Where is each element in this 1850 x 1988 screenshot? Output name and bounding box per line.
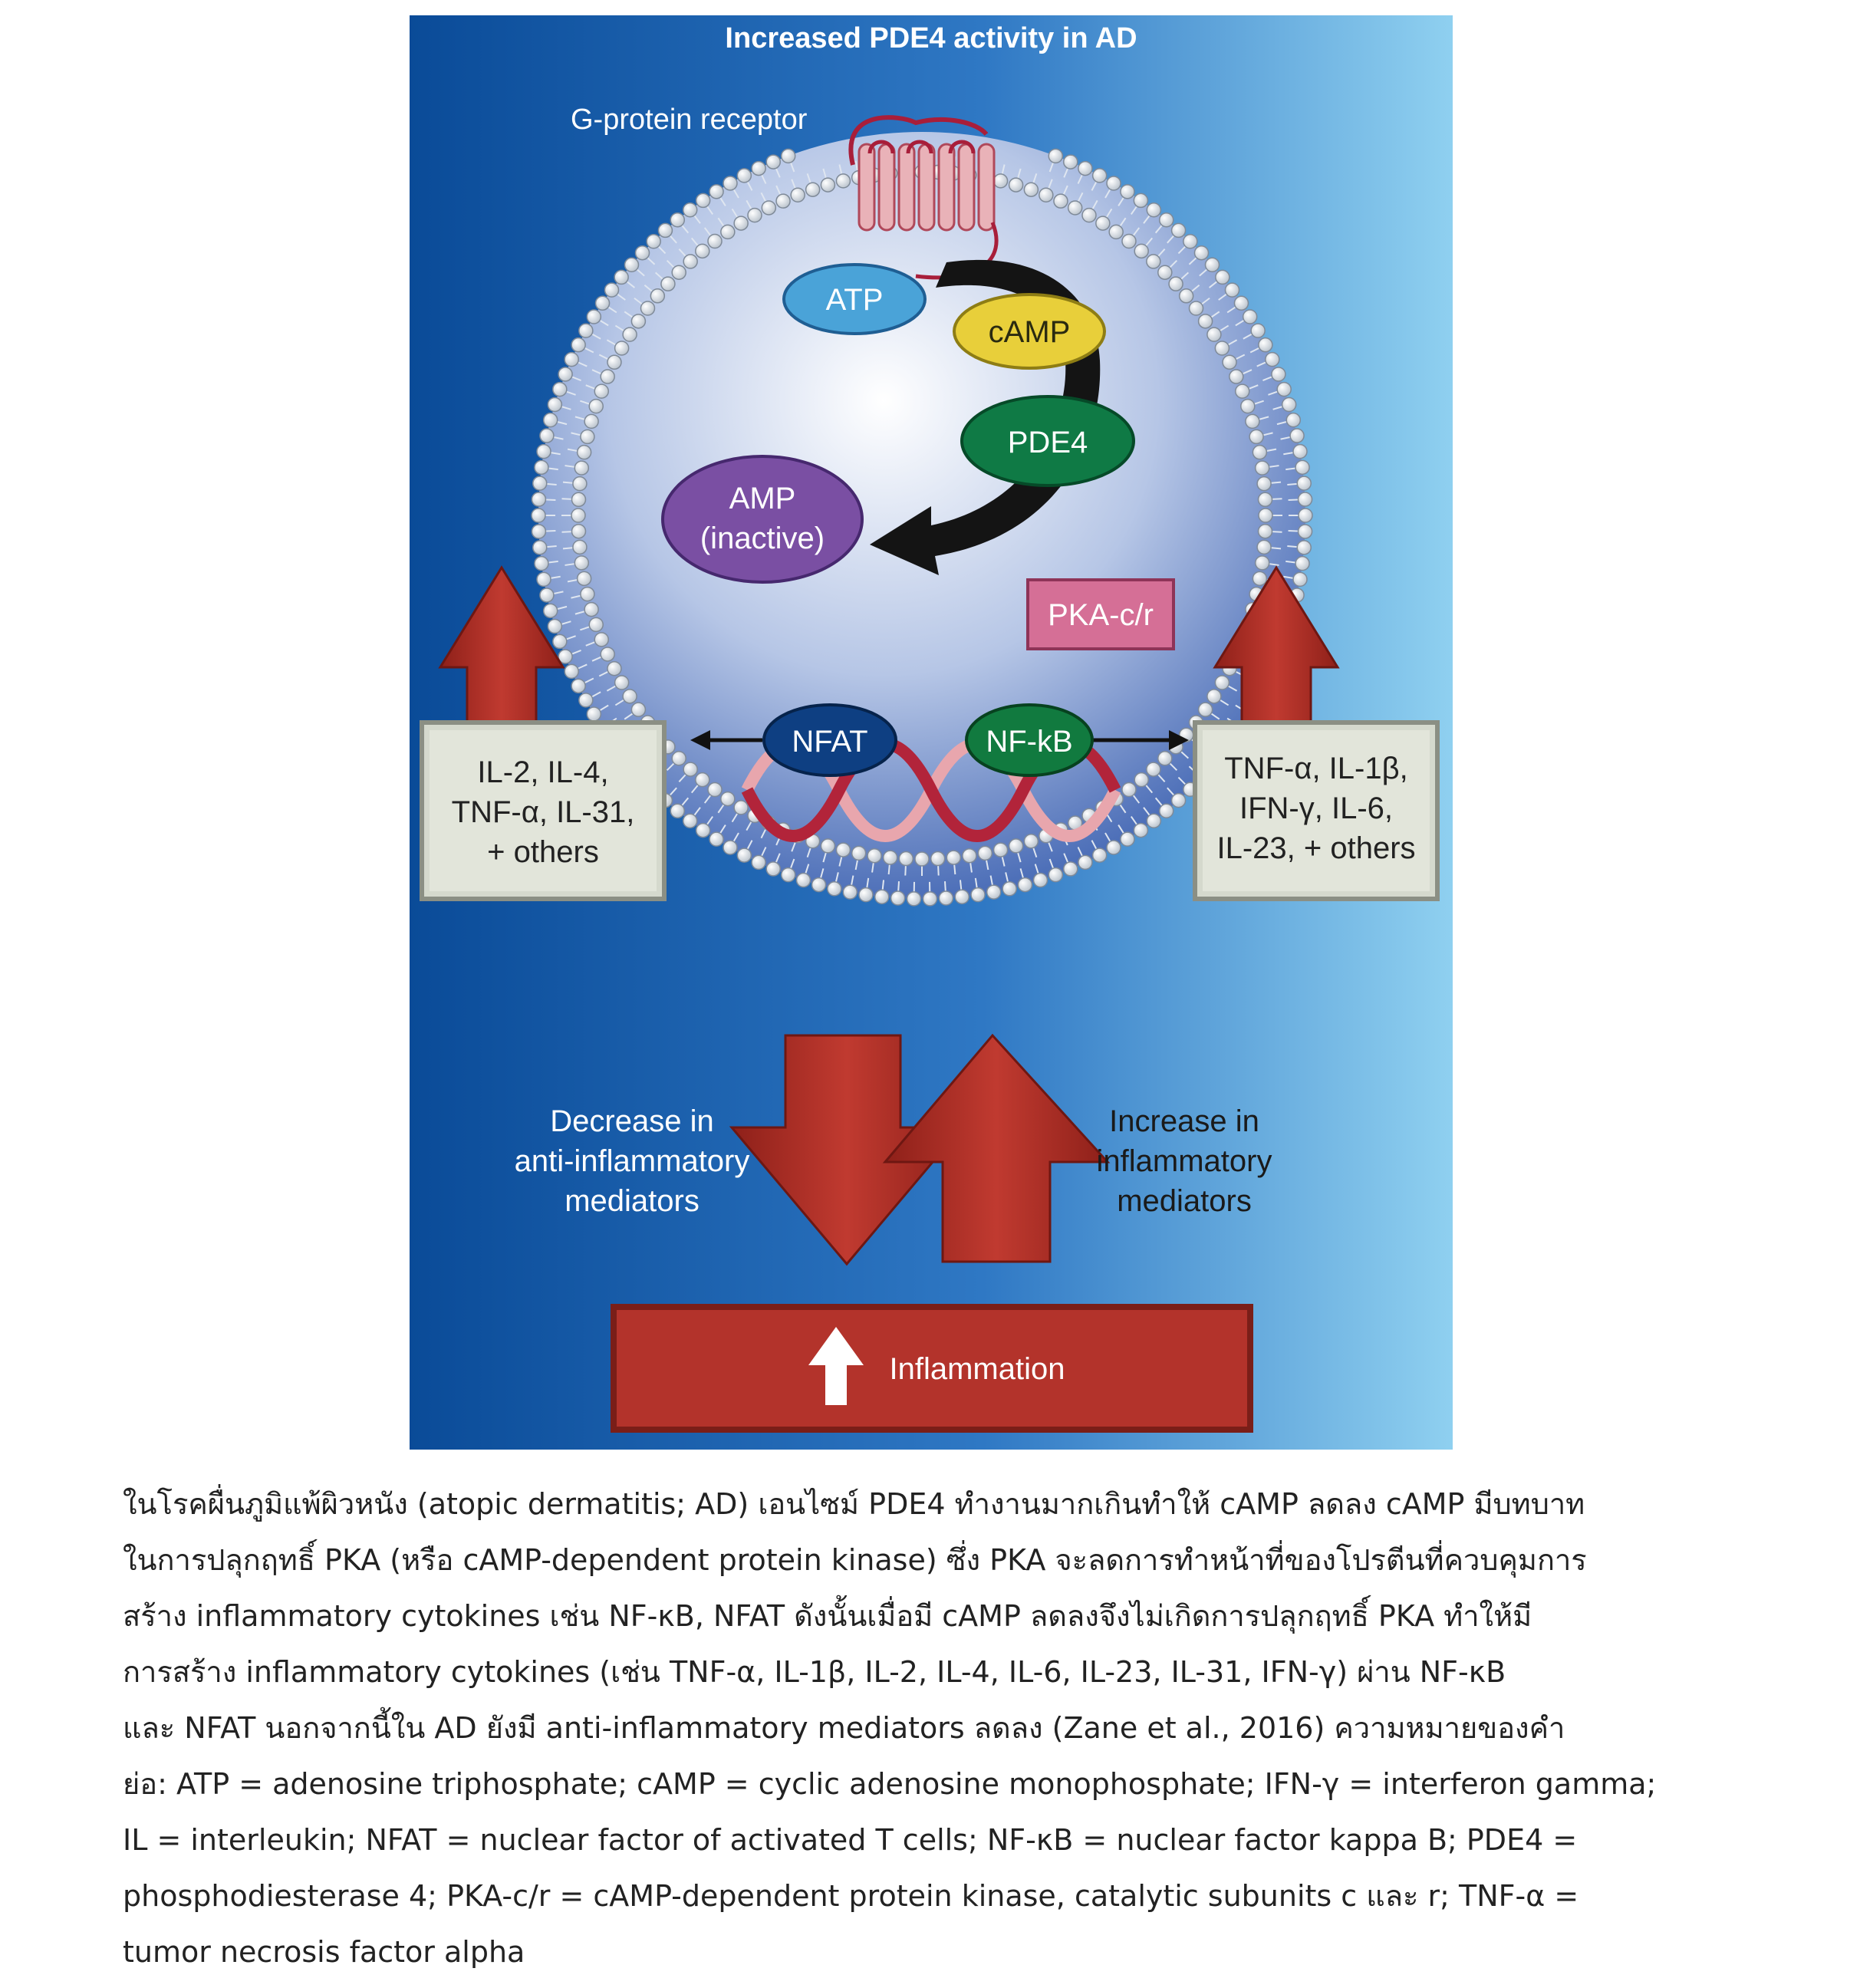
lipid-head [994, 843, 1008, 857]
lipid-head [752, 162, 765, 176]
lipid-head [1199, 703, 1213, 716]
lipid-head [737, 169, 751, 183]
pde4-label: PDE4 [1007, 426, 1088, 459]
lipid-head [589, 400, 603, 413]
lipid-head [1064, 155, 1078, 169]
lipid-head [581, 588, 594, 601]
lipid-head [1048, 868, 1062, 882]
lipid-head [1259, 492, 1272, 506]
lipid-head [535, 557, 548, 571]
lipid-head [939, 891, 953, 905]
lipid-head [821, 839, 834, 853]
lipid-head [587, 707, 601, 721]
lipid-head [670, 804, 684, 818]
decrease-text-line3: mediators [565, 1184, 700, 1218]
lipid-head [1082, 209, 1096, 222]
lipid-head [672, 265, 686, 279]
lipid-head [1293, 572, 1307, 586]
anti-inflammatory-cytokine-box [422, 722, 664, 899]
lipid-head [1172, 223, 1186, 237]
lipid-head [1048, 149, 1062, 163]
caption-line: ในการปลุกฤทธิ์ PKA (หรือ cAMP-dependent protein kinase) ซึ่ง PKA จะลดการทำหน้าที่ของโปรตีนที่ควบคุมการ [123, 1543, 1587, 1577]
lipid-head [1293, 445, 1307, 459]
lipid-head [1160, 804, 1174, 818]
lipid-head [573, 477, 587, 491]
lipid-head [532, 525, 545, 538]
lipid-head [579, 324, 593, 337]
lipid-head [1093, 169, 1107, 183]
lipid-head [1266, 353, 1279, 367]
lipid-head [578, 571, 591, 585]
lipid-head [734, 216, 748, 230]
lipid-head [581, 430, 594, 443]
right-box-line3: IL-23, + others [1216, 831, 1416, 865]
lipid-head [875, 890, 889, 903]
lipid-head [625, 258, 639, 272]
lipid-head [1183, 235, 1197, 248]
lipid-head [579, 693, 593, 707]
lipid-head [867, 849, 881, 863]
lipid-head [607, 355, 621, 369]
lipid-head [1169, 277, 1183, 291]
lipid-head [734, 801, 748, 815]
lipid-head [537, 445, 551, 459]
lipid-head [1234, 296, 1248, 310]
lipid-head [1253, 571, 1266, 585]
lipid-head [1251, 324, 1265, 337]
lipid-head [931, 852, 945, 866]
lipid-head [683, 814, 697, 828]
lipid-head [565, 664, 578, 678]
receptor-label: G-protein receptor [571, 104, 808, 136]
lipid-head [1226, 283, 1239, 297]
lipid-head [1039, 188, 1053, 202]
lipid-head [1107, 841, 1121, 854]
lipid-head [532, 492, 545, 506]
lipid-head [1246, 414, 1259, 428]
lipid-head [859, 888, 873, 902]
lipid-head [571, 492, 585, 506]
caption-line: ในโรคผื่นภูมิแพ้ผิวหนัง (atopic dermatitis; AD) เอนไซม์ PDE4 ทำงานมากเกินทำให้ cAMP ลดลง cAMP มีบทบาท [123, 1487, 1585, 1521]
lipid-head [631, 703, 645, 716]
lipid-head [1109, 225, 1123, 239]
lipid-head [709, 832, 723, 846]
lipid-head [1259, 525, 1272, 538]
caption-line: และ NFAT นอกจากนี้ใน AD ยังมี anti-inflammatory mediators ลดลง (Zane et al., 2016) ความหมายของคำ [123, 1711, 1565, 1745]
lipid-head [1215, 341, 1229, 355]
lipid-head [683, 762, 697, 776]
caption-line: ย่อ: ATP = adenosine triphosphate; cAMP = cyclic adenosine monophosphate; IFN-γ = interferon gamma; [123, 1767, 1657, 1801]
amp-label-line2: (inactive) [700, 522, 825, 555]
pde4-diagram [410, 15, 1453, 1450]
lipid-head [1259, 338, 1272, 352]
lipid-head [766, 155, 780, 169]
lipid-head [1297, 476, 1311, 490]
lipid-head [574, 461, 588, 475]
lipid-head [540, 429, 554, 443]
lipid-head [1223, 355, 1236, 369]
lipid-head [782, 868, 795, 882]
lipid-head [971, 888, 985, 902]
lipid-head [1172, 794, 1186, 808]
lipid-head [884, 851, 897, 864]
lipid-head [1121, 832, 1134, 846]
lipid-head [891, 891, 905, 905]
lipid-head [553, 634, 567, 648]
lipid-head [614, 270, 628, 284]
lipid-head [540, 588, 554, 602]
amp-label-line1: AMP [729, 482, 796, 515]
lipid-head [1299, 492, 1312, 506]
amp-node [663, 456, 862, 582]
lipid-head [1241, 400, 1255, 413]
caption-line: สร้าง inflammatory cytokines เช่น NF-κB, NFAT ดังนั้นเมื่อมี cAMP ลดลงจึงไม่เกิดการปลุกฤทธิ์ PKA ทำให้มี [123, 1599, 1532, 1633]
lipid-head [696, 824, 710, 838]
lipid-head [708, 783, 722, 797]
lipid-head [828, 882, 841, 896]
lipid-head [978, 846, 992, 860]
lipid-head [650, 289, 664, 303]
lipid-head [1256, 556, 1269, 570]
lipid-head [615, 676, 629, 690]
lipid-head [584, 603, 598, 617]
lipid-head [661, 277, 675, 291]
lipid-head [1078, 855, 1092, 869]
lipid-head [1147, 203, 1160, 217]
lipid-head [752, 855, 765, 869]
lipid-head [721, 225, 735, 239]
decrease-text-line2: anti-inflammatory [514, 1144, 750, 1178]
lipid-head [1024, 834, 1038, 848]
lipid-head [1253, 446, 1266, 459]
lipid-head [782, 149, 795, 163]
lipid-head [1093, 848, 1107, 862]
left-box-line3: + others [487, 835, 599, 869]
lipid-head [1207, 327, 1221, 341]
left-box-line2: TNF-α, IL-31, [451, 795, 635, 829]
lipid-head [594, 633, 608, 647]
lipid-head [533, 476, 547, 490]
lipid-head [1180, 289, 1193, 303]
lipid-head [636, 246, 650, 260]
lipid-head [1199, 314, 1213, 328]
lipid-head [670, 213, 684, 227]
lipid-head [1018, 878, 1032, 892]
lipid-head [1259, 509, 1272, 522]
right-box-line2: IFN-γ, IL-6, [1239, 792, 1394, 825]
lipid-head [571, 509, 585, 522]
lipid-head [571, 525, 585, 538]
lipid-head [1054, 194, 1068, 208]
lipid-head [1207, 690, 1221, 703]
lipid-head [1297, 541, 1311, 555]
lipid-head [647, 235, 660, 248]
lipid-head [709, 185, 723, 199]
lipid-head [604, 283, 618, 297]
lipid-head [589, 617, 603, 631]
lipid-head [615, 341, 629, 355]
lipid-head [1236, 384, 1249, 398]
lipid-head [748, 209, 762, 222]
lipid-head [955, 890, 969, 903]
lipid-head [558, 367, 572, 381]
lipid-head [640, 301, 654, 315]
lipid-head [658, 223, 672, 237]
lipid-head [553, 383, 567, 397]
lipid-head [723, 841, 737, 854]
caption-line: tumor necrosis factor alpha [123, 1935, 525, 1969]
lipid-head [1205, 258, 1219, 272]
lipid-head [796, 874, 810, 887]
lipid-head [672, 752, 686, 765]
lipid-head [1147, 255, 1160, 268]
lipid-head [1299, 525, 1312, 538]
figure-caption [123, 1476, 1733, 1980]
lipid-head [1068, 201, 1082, 215]
lipid-head [1002, 882, 1016, 896]
lipid-head [1249, 430, 1263, 443]
lipid-head [594, 384, 608, 398]
lipid-head [1243, 310, 1257, 324]
lipid-head [1107, 176, 1121, 190]
caption-line: การสร้าง inflammatory cytokines (เช่น TNF-α, IL-1β, IL-2, IL-4, IL-6, IL-23, IL-31, IFN-γ) ผ่าน NF-κB [123, 1655, 1506, 1689]
lipid-head [852, 846, 866, 860]
inflammation-label: Inflammation [889, 1352, 1065, 1386]
lipid-head [723, 176, 737, 190]
atp-label: ATP [825, 283, 884, 317]
lipid-head [565, 353, 578, 367]
lipid-head [1194, 246, 1208, 260]
lipid-head [1134, 824, 1147, 838]
lipid-head [544, 604, 558, 617]
lipid-head [812, 878, 826, 892]
lipid-head [601, 647, 614, 661]
lipid-head [574, 556, 588, 570]
lipid-head [573, 540, 587, 554]
lipid-head [821, 178, 834, 192]
lipid-head [1216, 270, 1229, 284]
lipid-head [1096, 216, 1110, 230]
lipid-head [1286, 413, 1300, 427]
lipid-head [737, 848, 751, 862]
lipid-head [607, 662, 621, 676]
right-box-line1: TNF-α, IL-1β, [1224, 752, 1408, 785]
lipid-head [791, 188, 805, 202]
lipid-head [1134, 773, 1148, 787]
lipid-head [946, 851, 960, 864]
lipid-head [1122, 234, 1136, 248]
inflammatory-cytokine-box [1195, 722, 1437, 899]
lipid-head [548, 397, 561, 411]
lipid-head [696, 244, 709, 258]
lipid-head [1009, 178, 1023, 192]
lipid-head [578, 446, 591, 459]
lipid-head [1256, 461, 1269, 475]
lipid-head [683, 255, 697, 268]
increase-text-line2: inflammatory [1096, 1144, 1272, 1178]
lipid-head [915, 852, 929, 866]
lipid-head [766, 862, 780, 876]
lipid-head [721, 792, 735, 806]
lipid-head [571, 679, 585, 693]
lipid-head [899, 852, 913, 866]
lipid-head [1134, 193, 1147, 207]
decrease-text-line1: Decrease in [550, 1104, 714, 1138]
caption-line: IL = interleukin; NFAT = nuclear factor of activated T cells; NF-κB = nuclear factor kappa B; PDE4 = [123, 1823, 1578, 1857]
caption-line: phosphodiesterase 4; PKA-c/r = cAMP-dependent protein kinase, catalytic subunits c และ r; TNF-α = [123, 1879, 1579, 1913]
lipid-head [1257, 477, 1271, 491]
lipid-head [571, 338, 585, 352]
lipid-head [1299, 509, 1312, 522]
lipid-head [994, 174, 1008, 188]
camp-label: cAMP [988, 315, 1071, 349]
lipid-head [1160, 213, 1174, 227]
lipid-head [987, 885, 1001, 899]
inflammation-bar [611, 1304, 1253, 1433]
lipid-head [1024, 183, 1038, 196]
lipid-head [1257, 540, 1271, 554]
lipid-head [532, 509, 545, 522]
lipid-head [1272, 367, 1285, 381]
increase-text-line1: Increase in [1109, 1104, 1259, 1138]
lipid-head [1229, 370, 1243, 383]
lipid-head [1064, 862, 1078, 876]
lipid-head [548, 620, 561, 634]
left-box-line1: IL-2, IL-4, [477, 755, 609, 789]
lipid-head [806, 183, 820, 196]
lipid-head [776, 194, 790, 208]
nfkb-label: NF-kB [986, 725, 1073, 759]
lipid-head [843, 885, 857, 899]
lipid-head [1121, 185, 1134, 199]
lipid-head [631, 314, 645, 328]
pka-label: PKA-c/r [1048, 598, 1154, 632]
lipid-head [1190, 301, 1203, 315]
lipid-head [836, 174, 850, 188]
lipid-head [683, 203, 697, 217]
figure-title: Increased PDE4 activity in AD [725, 22, 1137, 54]
lipid-head [1034, 874, 1048, 887]
lipid-head [923, 892, 937, 906]
lipid-head [1158, 265, 1172, 279]
lipid-head [1147, 762, 1160, 776]
lipid-head [1295, 557, 1309, 571]
lipid-head [587, 310, 601, 324]
lipid-head [1295, 460, 1309, 474]
lipid-head [1215, 676, 1229, 690]
lipid-head [623, 327, 637, 341]
lipid-head [963, 849, 976, 863]
lipid-head [708, 234, 722, 248]
lipid-head [537, 572, 551, 586]
lipid-head [535, 460, 548, 474]
lipid-head [836, 843, 850, 857]
lipid-head [762, 201, 775, 215]
nfat-label: NFAT [792, 725, 868, 759]
lipid-head [533, 541, 547, 555]
lipid-head [623, 690, 637, 703]
increase-text-line3: mediators [1117, 1184, 1252, 1218]
lipid-head [1277, 383, 1291, 397]
lipid-head [1158, 752, 1172, 765]
lipid-head [696, 193, 710, 207]
lipid-head [907, 892, 921, 906]
lipid-head [1147, 814, 1160, 828]
lipid-head [584, 414, 598, 428]
lipid-head [1009, 839, 1023, 853]
lipid-head [696, 773, 709, 787]
lipid-head [1078, 162, 1092, 176]
lipid-head [596, 296, 610, 310]
lipid-head [1290, 429, 1304, 443]
lipid-head [1282, 397, 1296, 411]
lipid-head [544, 413, 558, 427]
lipid-head [601, 370, 614, 383]
lipid-head [1134, 244, 1148, 258]
lipid-head [1122, 783, 1136, 797]
